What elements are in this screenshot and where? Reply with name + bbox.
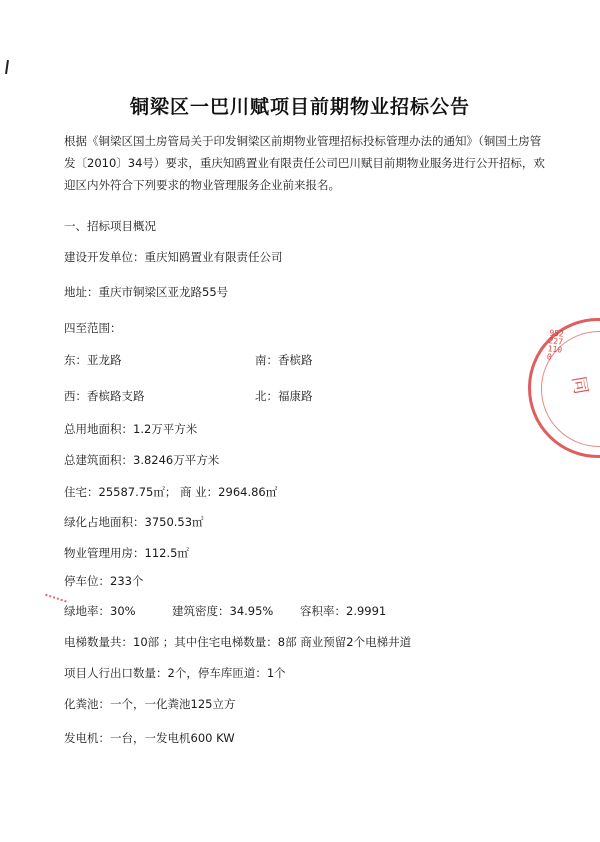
section-heading: 一、招标项目概况 <box>64 219 156 233</box>
boundary-label: 四至范围： <box>64 321 122 335</box>
entrances-line: 项目人行出口数量：2个，停车库匝道：1个 <box>64 666 286 680</box>
green-area-line: 绿化占地面积：3750.53㎡ <box>64 515 204 529</box>
boundary-east: 东：亚龙路 <box>64 353 122 367</box>
elevator-line: 电梯数量共：10部 ；其中住宅电梯数量：8部 商业预留2个电梯井道 <box>64 635 412 649</box>
residential-commercial-line: 住宅：25587.75㎡； 商 业：2964.86㎡ <box>64 485 278 499</box>
boundary-south: 南：香槟路 <box>255 353 313 367</box>
boundary-north: 北：福康路 <box>255 389 313 403</box>
septic-line: 化粪池：一个，一化粪池125立方 <box>64 697 236 711</box>
generator-line: 发电机：一台，一发电机600 KW <box>64 731 235 745</box>
address-line: 地址：重庆市铜梁区亚龙路55号 <box>64 285 229 299</box>
developer-line: 建设开发单位：重庆知鸥置业有限责任公司 <box>64 250 283 264</box>
building-density: 建筑密度：34.95% <box>172 604 274 618</box>
building-area-line: 总建筑面积：3.8246万平方米 <box>64 453 220 467</box>
floor-area-ratio: 容积率：2.9991 <box>300 604 387 618</box>
intro-paragraph: 根据《铜梁区国土房管局关于印发铜梁区前期物业管理招标投标管理办法的通知》（铜国土房管发〔2010〕34号）要求，重庆知鸥置业有限责任公司巴川赋目前期物业服务进行公开招标，欢迎区内外符合下列要求的物业管理服务企业前来报名。 <box>64 134 545 192</box>
page-title: 铜梁区一巴川赋项目前期物业招标公告 <box>129 96 470 118</box>
boundary-west: 西：香槟路支路 <box>64 389 145 403</box>
mgmt-room-line: 物业管理用房：112.5㎡ <box>64 546 189 560</box>
land-area-line: 总用地面积：1.2万平方米 <box>64 422 198 436</box>
parking-line: 停车位：233个 <box>64 574 144 588</box>
margin-mark <box>5 60 9 74</box>
seal-character: 同 <box>567 374 592 396</box>
green-rate: 绿地率：30% <box>64 604 136 618</box>
seal-code: 9522271100 <box>546 328 565 362</box>
